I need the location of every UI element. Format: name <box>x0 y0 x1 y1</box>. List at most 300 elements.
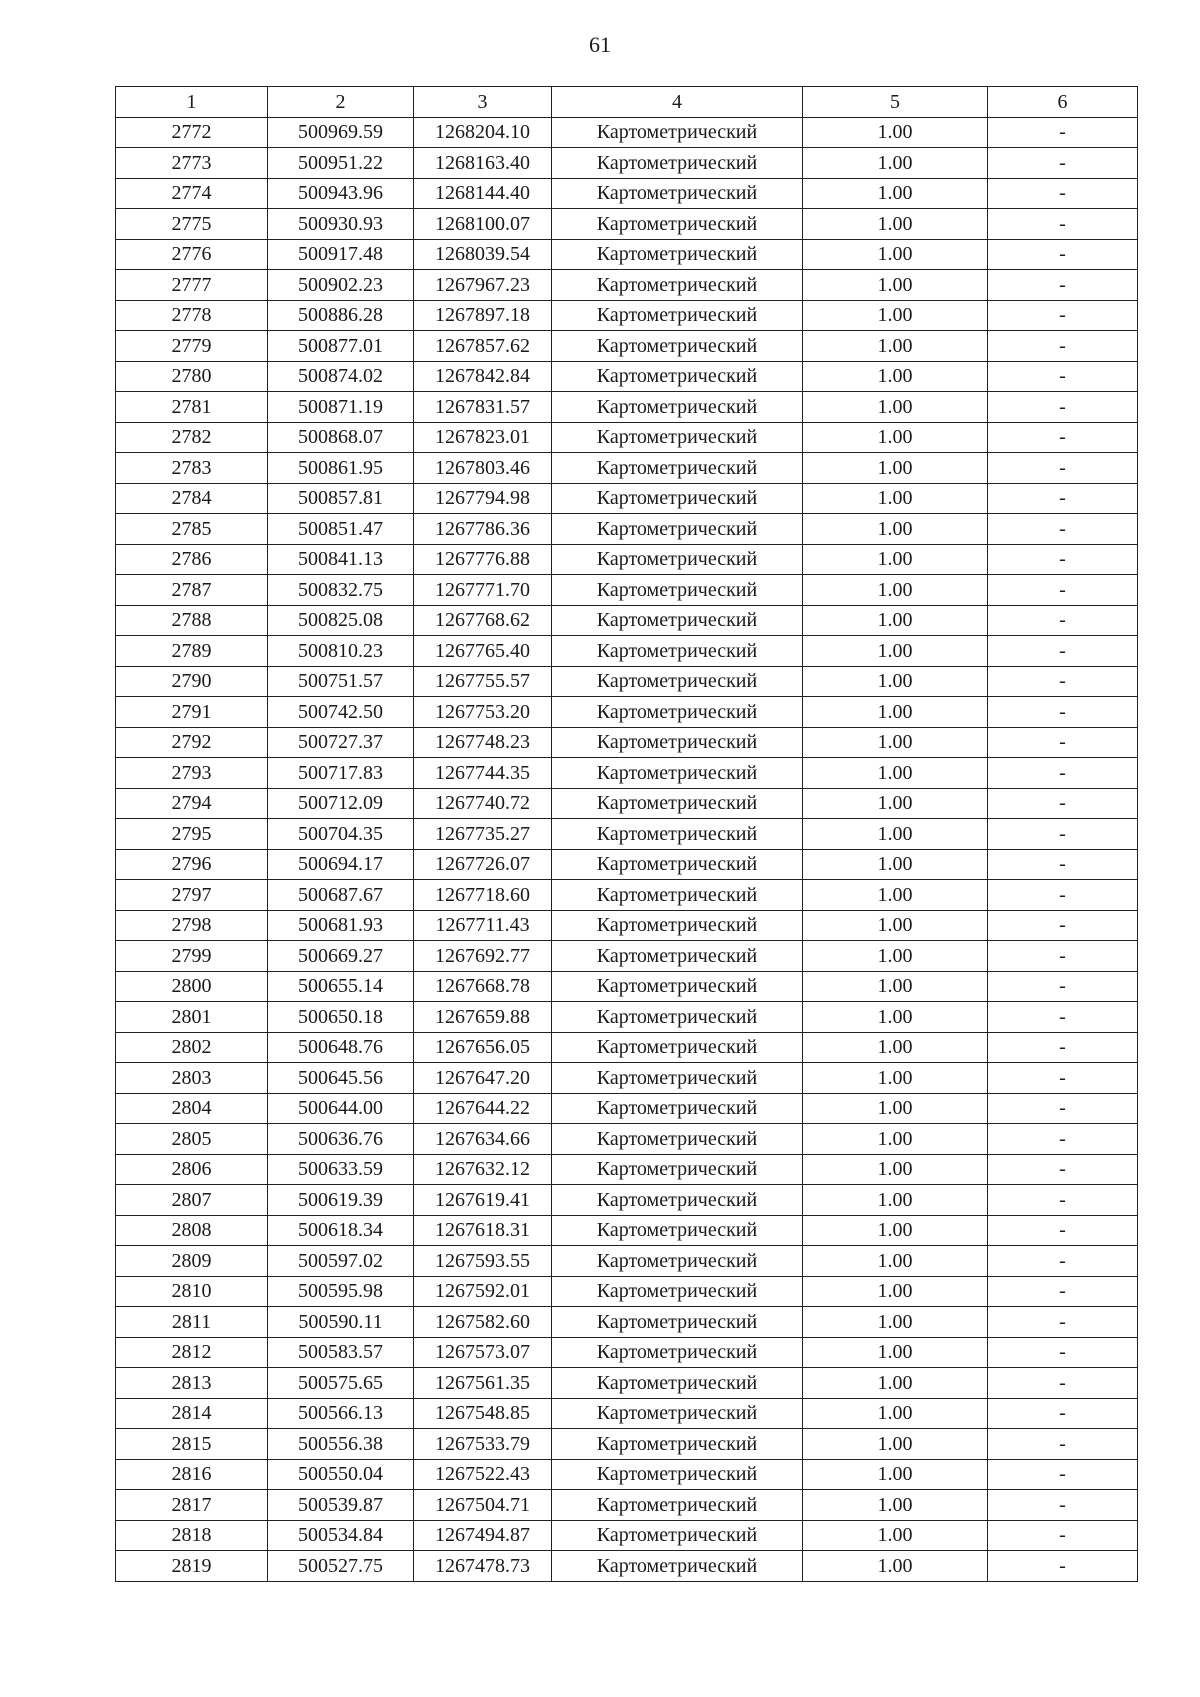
method-cell: Картометрический <box>552 941 803 972</box>
table-row <box>116 117 1138 148</box>
x-coordinate-cell: 500868.07 <box>268 422 414 453</box>
method-cell: Картометрический <box>552 361 803 392</box>
x-coordinate-cell: 500583.57 <box>268 1337 414 1368</box>
method-cell: Картометрический <box>552 636 803 667</box>
method-cell: Картометрический <box>552 239 803 270</box>
accuracy-cell: 1.00 <box>803 1093 988 1124</box>
point-number-cell: 2815 <box>116 1429 268 1460</box>
note-cell: - <box>988 1520 1138 1551</box>
y-coordinate-cell: 1267823.01 <box>414 422 552 453</box>
note-cell: - <box>988 453 1138 484</box>
x-coordinate-cell: 500704.35 <box>268 819 414 850</box>
note-cell: - <box>988 1154 1138 1185</box>
note-cell: - <box>988 1276 1138 1307</box>
point-number-cell: 2779 <box>116 331 268 362</box>
table-row <box>116 880 1138 911</box>
y-coordinate-cell: 1268204.10 <box>414 117 552 148</box>
x-coordinate-cell: 500534.84 <box>268 1520 414 1551</box>
accuracy-cell: 1.00 <box>803 117 988 148</box>
accuracy-cell: 1.00 <box>803 758 988 789</box>
y-coordinate-cell: 1267634.66 <box>414 1124 552 1155</box>
point-number-cell: 2789 <box>116 636 268 667</box>
method-cell: Картометрический <box>552 392 803 423</box>
table-row <box>116 1063 1138 1094</box>
note-cell: - <box>988 270 1138 301</box>
y-coordinate-cell: 1267755.57 <box>414 666 552 697</box>
method-cell: Картометрический <box>552 1154 803 1185</box>
method-cell: Картометрический <box>552 178 803 209</box>
accuracy-cell: 1.00 <box>803 636 988 667</box>
method-cell: Картометрический <box>552 300 803 331</box>
table-row <box>116 300 1138 331</box>
header-cell-4: 4 <box>552 87 803 118</box>
note-cell: - <box>988 727 1138 758</box>
method-cell: Картометрический <box>552 270 803 301</box>
x-coordinate-cell: 500930.93 <box>268 209 414 240</box>
accuracy-cell: 1.00 <box>803 605 988 636</box>
note-cell: - <box>988 636 1138 667</box>
accuracy-cell: 1.00 <box>803 819 988 850</box>
x-coordinate-cell: 500539.87 <box>268 1490 414 1521</box>
x-coordinate-cell: 500575.65 <box>268 1368 414 1399</box>
table-row <box>116 239 1138 270</box>
accuracy-cell: 1.00 <box>803 453 988 484</box>
y-coordinate-cell: 1267504.71 <box>414 1490 552 1521</box>
y-coordinate-cell: 1267744.35 <box>414 758 552 789</box>
note-cell: - <box>988 178 1138 209</box>
x-coordinate-cell: 500648.76 <box>268 1032 414 1063</box>
accuracy-cell: 1.00 <box>803 392 988 423</box>
accuracy-cell: 1.00 <box>803 971 988 1002</box>
note-cell: - <box>988 1246 1138 1277</box>
method-cell: Картометрический <box>552 666 803 697</box>
x-coordinate-cell: 500742.50 <box>268 697 414 728</box>
method-cell: Картометрический <box>552 1246 803 1277</box>
table-row <box>116 544 1138 575</box>
accuracy-cell: 1.00 <box>803 666 988 697</box>
table-row <box>116 1307 1138 1338</box>
accuracy-cell: 1.00 <box>803 270 988 301</box>
point-number-cell: 2773 <box>116 148 268 179</box>
note-cell: - <box>988 849 1138 880</box>
method-cell: Картометрический <box>552 483 803 514</box>
table-row <box>116 819 1138 850</box>
method-cell: Картометрический <box>552 514 803 545</box>
table-row <box>116 666 1138 697</box>
note-cell: - <box>988 910 1138 941</box>
y-coordinate-cell: 1267794.98 <box>414 483 552 514</box>
note-cell: - <box>988 575 1138 606</box>
method-cell: Картометрический <box>552 1215 803 1246</box>
table-row <box>116 1276 1138 1307</box>
point-number-cell: 2775 <box>116 209 268 240</box>
point-number-cell: 2797 <box>116 880 268 911</box>
accuracy-cell: 1.00 <box>803 422 988 453</box>
point-number-cell: 2796 <box>116 849 268 880</box>
point-number-cell: 2808 <box>116 1215 268 1246</box>
x-coordinate-cell: 500943.96 <box>268 178 414 209</box>
point-number-cell: 2813 <box>116 1368 268 1399</box>
x-coordinate-cell: 500857.81 <box>268 483 414 514</box>
note-cell: - <box>988 1032 1138 1063</box>
point-number-cell: 2810 <box>116 1276 268 1307</box>
note-cell: - <box>988 1459 1138 1490</box>
accuracy-cell: 1.00 <box>803 1459 988 1490</box>
accuracy-cell: 1.00 <box>803 1307 988 1338</box>
y-coordinate-cell: 1267668.78 <box>414 971 552 1002</box>
y-coordinate-cell: 1267593.55 <box>414 1246 552 1277</box>
note-cell: - <box>988 422 1138 453</box>
table-row <box>116 270 1138 301</box>
note-cell: - <box>988 971 1138 1002</box>
method-cell: Картометрический <box>552 1185 803 1216</box>
table-row <box>116 331 1138 362</box>
point-number-cell: 2784 <box>116 483 268 514</box>
point-number-cell: 2793 <box>116 758 268 789</box>
y-coordinate-cell: 1267735.27 <box>414 819 552 850</box>
y-coordinate-cell: 1267632.12 <box>414 1154 552 1185</box>
note-cell: - <box>988 1398 1138 1429</box>
note-cell: - <box>988 1185 1138 1216</box>
method-cell: Картометрический <box>552 1307 803 1338</box>
x-coordinate-cell: 500681.93 <box>268 910 414 941</box>
accuracy-cell: 1.00 <box>803 1368 988 1399</box>
x-coordinate-cell: 500717.83 <box>268 758 414 789</box>
y-coordinate-cell: 1267644.22 <box>414 1093 552 1124</box>
note-cell: - <box>988 1002 1138 1033</box>
table-row <box>116 910 1138 941</box>
method-cell: Картометрический <box>552 544 803 575</box>
x-coordinate-cell: 500877.01 <box>268 331 414 362</box>
x-coordinate-cell: 500633.59 <box>268 1154 414 1185</box>
y-coordinate-cell: 1267692.77 <box>414 941 552 972</box>
table-row <box>116 605 1138 636</box>
y-coordinate-cell: 1267711.43 <box>414 910 552 941</box>
method-cell: Картометрический <box>552 819 803 850</box>
y-coordinate-cell: 1267803.46 <box>414 453 552 484</box>
table-row <box>116 636 1138 667</box>
note-cell: - <box>988 666 1138 697</box>
x-coordinate-cell: 500851.47 <box>268 514 414 545</box>
accuracy-cell: 1.00 <box>803 727 988 758</box>
note-cell: - <box>988 941 1138 972</box>
x-coordinate-cell: 500810.23 <box>268 636 414 667</box>
point-number-cell: 2799 <box>116 941 268 972</box>
y-coordinate-cell: 1267786.36 <box>414 514 552 545</box>
note-cell: - <box>988 1307 1138 1338</box>
point-number-cell: 2774 <box>116 178 268 209</box>
method-cell: Картометрический <box>552 1368 803 1399</box>
note-cell: - <box>988 880 1138 911</box>
x-coordinate-cell: 500597.02 <box>268 1246 414 1277</box>
table-row <box>116 483 1138 514</box>
table-row <box>116 1246 1138 1277</box>
accuracy-cell: 1.00 <box>803 788 988 819</box>
table-row <box>116 1154 1138 1185</box>
point-number-cell: 2786 <box>116 544 268 575</box>
point-number-cell: 2809 <box>116 1246 268 1277</box>
y-coordinate-cell: 1267478.73 <box>414 1551 552 1582</box>
table-header <box>116 87 1138 118</box>
point-number-cell: 2800 <box>116 971 268 1002</box>
x-coordinate-cell: 500550.04 <box>268 1459 414 1490</box>
accuracy-cell: 1.00 <box>803 1276 988 1307</box>
accuracy-cell: 1.00 <box>803 910 988 941</box>
header-cell-1: 1 <box>116 87 268 118</box>
accuracy-cell: 1.00 <box>803 1429 988 1460</box>
method-cell: Картометрический <box>552 1490 803 1521</box>
method-cell: Картометрический <box>552 697 803 728</box>
method-cell: Картометрический <box>552 1520 803 1551</box>
table-row <box>116 1551 1138 1582</box>
point-number-cell: 2791 <box>116 697 268 728</box>
point-number-cell: 2816 <box>116 1459 268 1490</box>
note-cell: - <box>988 788 1138 819</box>
accuracy-cell: 1.00 <box>803 544 988 575</box>
point-number-cell: 2795 <box>116 819 268 850</box>
x-coordinate-cell: 500727.37 <box>268 727 414 758</box>
point-number-cell: 2801 <box>116 1002 268 1033</box>
point-number-cell: 2783 <box>116 453 268 484</box>
y-coordinate-cell: 1267718.60 <box>414 880 552 911</box>
table-row <box>116 1520 1138 1551</box>
table-row <box>116 1459 1138 1490</box>
note-cell: - <box>988 392 1138 423</box>
x-coordinate-cell: 500694.17 <box>268 849 414 880</box>
note-cell: - <box>988 331 1138 362</box>
y-coordinate-cell: 1267967.23 <box>414 270 552 301</box>
x-coordinate-cell: 500951.22 <box>268 148 414 179</box>
accuracy-cell: 1.00 <box>803 331 988 362</box>
header-cell-3: 3 <box>414 87 552 118</box>
method-cell: Картометрический <box>552 209 803 240</box>
table-row <box>116 178 1138 209</box>
y-coordinate-cell: 1268100.07 <box>414 209 552 240</box>
point-number-cell: 2807 <box>116 1185 268 1216</box>
header-cell-2: 2 <box>268 87 414 118</box>
x-coordinate-cell: 500832.75 <box>268 575 414 606</box>
x-coordinate-cell: 500902.23 <box>268 270 414 301</box>
accuracy-cell: 1.00 <box>803 514 988 545</box>
y-coordinate-cell: 1267592.01 <box>414 1276 552 1307</box>
accuracy-cell: 1.00 <box>803 1002 988 1033</box>
point-number-cell: 2804 <box>116 1093 268 1124</box>
point-number-cell: 2772 <box>116 117 268 148</box>
point-number-cell: 2792 <box>116 727 268 758</box>
note-cell: - <box>988 544 1138 575</box>
x-coordinate-cell: 500917.48 <box>268 239 414 270</box>
y-coordinate-cell: 1268144.40 <box>414 178 552 209</box>
method-cell: Картометрический <box>552 1063 803 1094</box>
accuracy-cell: 1.00 <box>803 1154 988 1185</box>
note-cell: - <box>988 514 1138 545</box>
accuracy-cell: 1.00 <box>803 941 988 972</box>
point-number-cell: 2778 <box>116 300 268 331</box>
point-number-cell: 2818 <box>116 1520 268 1551</box>
y-coordinate-cell: 1267842.84 <box>414 361 552 392</box>
point-number-cell: 2811 <box>116 1307 268 1338</box>
page-number: 61 <box>589 32 611 57</box>
method-cell: Картометрический <box>552 331 803 362</box>
accuracy-cell: 1.00 <box>803 1032 988 1063</box>
x-coordinate-cell: 500619.39 <box>268 1185 414 1216</box>
accuracy-cell: 1.00 <box>803 300 988 331</box>
x-coordinate-cell: 500886.28 <box>268 300 414 331</box>
point-number-cell: 2782 <box>116 422 268 453</box>
table-row <box>116 1032 1138 1063</box>
table-row <box>116 758 1138 789</box>
table-row <box>116 697 1138 728</box>
accuracy-cell: 1.00 <box>803 1551 988 1582</box>
point-number-cell: 2805 <box>116 1124 268 1155</box>
accuracy-cell: 1.00 <box>803 697 988 728</box>
x-coordinate-cell: 500841.13 <box>268 544 414 575</box>
point-number-cell: 2812 <box>116 1337 268 1368</box>
y-coordinate-cell: 1267768.62 <box>414 605 552 636</box>
table-body <box>116 117 1138 1581</box>
accuracy-cell: 1.00 <box>803 1398 988 1429</box>
method-cell: Картометрический <box>552 1337 803 1368</box>
table-row <box>116 971 1138 1002</box>
y-coordinate-cell: 1267771.70 <box>414 575 552 606</box>
x-coordinate-cell: 500644.00 <box>268 1093 414 1124</box>
x-coordinate-cell: 500871.19 <box>268 392 414 423</box>
accuracy-cell: 1.00 <box>803 483 988 514</box>
coordinates-table <box>115 86 1138 1582</box>
point-number-cell: 2819 <box>116 1551 268 1582</box>
note-cell: - <box>988 239 1138 270</box>
accuracy-cell: 1.00 <box>803 1124 988 1155</box>
method-cell: Картометрический <box>552 453 803 484</box>
x-coordinate-cell: 500636.76 <box>268 1124 414 1155</box>
y-coordinate-cell: 1267494.87 <box>414 1520 552 1551</box>
note-cell: - <box>988 1337 1138 1368</box>
y-coordinate-cell: 1267659.88 <box>414 1002 552 1033</box>
point-number-cell: 2798 <box>116 910 268 941</box>
method-cell: Картометрический <box>552 1429 803 1460</box>
note-cell: - <box>988 1124 1138 1155</box>
table-row <box>116 1093 1138 1124</box>
note-cell: - <box>988 819 1138 850</box>
note-cell: - <box>988 697 1138 728</box>
method-cell: Картометрический <box>552 758 803 789</box>
point-number-cell: 2817 <box>116 1490 268 1521</box>
header-cell-5: 5 <box>803 87 988 118</box>
point-number-cell: 2788 <box>116 605 268 636</box>
table-row <box>116 453 1138 484</box>
x-coordinate-cell: 500861.95 <box>268 453 414 484</box>
accuracy-cell: 1.00 <box>803 880 988 911</box>
table-row <box>116 361 1138 392</box>
y-coordinate-cell: 1267897.18 <box>414 300 552 331</box>
point-number-cell: 2790 <box>116 666 268 697</box>
method-cell: Картометрический <box>552 1093 803 1124</box>
point-number-cell: 2802 <box>116 1032 268 1063</box>
method-cell: Картометрический <box>552 1398 803 1429</box>
y-coordinate-cell: 1267533.79 <box>414 1429 552 1460</box>
x-coordinate-cell: 500595.98 <box>268 1276 414 1307</box>
table-row <box>116 392 1138 423</box>
accuracy-cell: 1.00 <box>803 1337 988 1368</box>
y-coordinate-cell: 1267619.41 <box>414 1185 552 1216</box>
y-coordinate-cell: 1267548.85 <box>414 1398 552 1429</box>
table-row <box>116 849 1138 880</box>
y-coordinate-cell: 1267740.72 <box>414 788 552 819</box>
table-row <box>116 148 1138 179</box>
method-cell: Картометрический <box>552 1459 803 1490</box>
note-cell: - <box>988 483 1138 514</box>
y-coordinate-cell: 1268039.54 <box>414 239 552 270</box>
accuracy-cell: 1.00 <box>803 849 988 880</box>
method-cell: Картометрический <box>552 422 803 453</box>
x-coordinate-cell: 500566.13 <box>268 1398 414 1429</box>
point-number-cell: 2785 <box>116 514 268 545</box>
note-cell: - <box>988 758 1138 789</box>
y-coordinate-cell: 1267656.05 <box>414 1032 552 1063</box>
x-coordinate-cell: 500590.11 <box>268 1307 414 1338</box>
method-cell: Картометрический <box>552 1276 803 1307</box>
accuracy-cell: 1.00 <box>803 1246 988 1277</box>
x-coordinate-cell: 500969.59 <box>268 117 414 148</box>
y-coordinate-cell: 1267647.20 <box>414 1063 552 1094</box>
note-cell: - <box>988 1490 1138 1521</box>
point-number-cell: 2776 <box>116 239 268 270</box>
accuracy-cell: 1.00 <box>803 575 988 606</box>
x-coordinate-cell: 500874.02 <box>268 361 414 392</box>
y-coordinate-cell: 1267522.43 <box>414 1459 552 1490</box>
point-number-cell: 2794 <box>116 788 268 819</box>
note-cell: - <box>988 1215 1138 1246</box>
y-coordinate-cell: 1267765.40 <box>414 636 552 667</box>
accuracy-cell: 1.00 <box>803 1520 988 1551</box>
accuracy-cell: 1.00 <box>803 178 988 209</box>
note-cell: - <box>988 148 1138 179</box>
y-coordinate-cell: 1268163.40 <box>414 148 552 179</box>
y-coordinate-cell: 1267726.07 <box>414 849 552 880</box>
table-row <box>116 1124 1138 1155</box>
note-cell: - <box>988 1368 1138 1399</box>
y-coordinate-cell: 1267831.57 <box>414 392 552 423</box>
header-cell-6: 6 <box>988 87 1138 118</box>
point-number-cell: 2780 <box>116 361 268 392</box>
method-cell: Картометрический <box>552 1551 803 1582</box>
y-coordinate-cell: 1267748.23 <box>414 727 552 758</box>
method-cell: Картометрический <box>552 849 803 880</box>
x-coordinate-cell: 500751.57 <box>268 666 414 697</box>
method-cell: Картометрический <box>552 971 803 1002</box>
accuracy-cell: 1.00 <box>803 239 988 270</box>
table-row <box>116 1185 1138 1216</box>
table-row <box>116 1398 1138 1429</box>
x-coordinate-cell: 500645.56 <box>268 1063 414 1094</box>
y-coordinate-cell: 1267573.07 <box>414 1337 552 1368</box>
x-coordinate-cell: 500618.34 <box>268 1215 414 1246</box>
header-row <box>116 87 1138 118</box>
point-number-cell: 2781 <box>116 392 268 423</box>
table-row <box>116 575 1138 606</box>
accuracy-cell: 1.00 <box>803 361 988 392</box>
table-row <box>116 1429 1138 1460</box>
note-cell: - <box>988 300 1138 331</box>
point-number-cell: 2814 <box>116 1398 268 1429</box>
x-coordinate-cell: 500825.08 <box>268 605 414 636</box>
method-cell: Картометрический <box>552 1124 803 1155</box>
method-cell: Картометрический <box>552 117 803 148</box>
method-cell: Картометрический <box>552 575 803 606</box>
x-coordinate-cell: 500687.67 <box>268 880 414 911</box>
note-cell: - <box>988 209 1138 240</box>
table-row <box>116 1368 1138 1399</box>
